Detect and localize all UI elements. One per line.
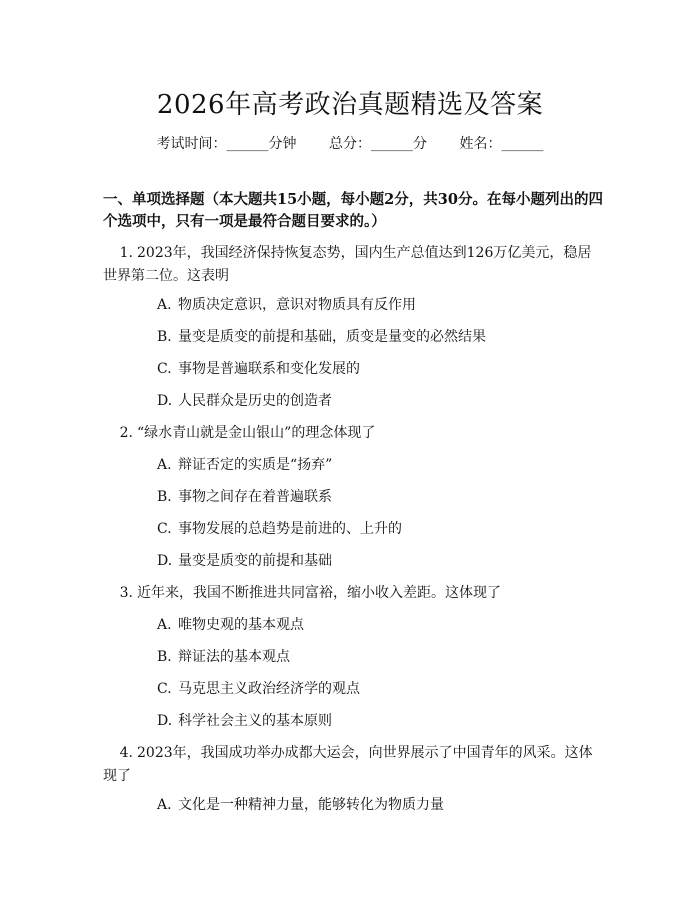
option-letter: D. [157,713,173,729]
option-letter: C. [157,521,172,537]
option-text: 马克思主义政治经济学的观点 [178,681,360,697]
option-letter: B. [157,649,172,665]
question-stem: “绿水青山就是金山银山”的理念体现了 [137,425,376,441]
question-3-option-d [157,710,332,732]
question-4 [103,742,595,788]
section-heading: 一、单项选择题（本大题共15小题，每小题2分，共30分。在每小题列出的四个选项中，只有一项是最符合题目要求的。） [103,191,603,230]
total-score: 总分：______分 [329,136,427,152]
question-1 [103,242,595,288]
option-text: 唯物史观的基本观点 [178,617,304,633]
question-2-option-c [157,518,402,540]
option-text: 事物是普遍联系和变化发展的 [178,361,360,377]
question-stem: 2023年，我国成功举办成都大运会，向世界展示了中国青年的风采。这体现了 [103,745,593,784]
option-letter: C. [157,681,172,697]
exam-time: 考试时间：______分钟 [156,136,297,152]
option-letter: D. [157,393,173,409]
option-text: 辩证否定的实质是“扬弃” [178,457,333,473]
question-1-option-d [157,390,332,412]
option-text: 人民群众是历史的创造者 [178,393,332,409]
option-letter: C. [157,361,172,377]
question-number: 2. [119,425,133,441]
question-1-option-a [157,294,416,316]
option-letter: D. [157,553,173,569]
page-title: 2026年高考政治真题精选及答案 [156,90,544,120]
option-letter: B. [157,489,172,505]
option-text: 事物发展的总趋势是前进的、上升的 [178,521,402,537]
option-text: 事物之间存在着普遍联系 [178,489,332,505]
option-text: 量变是质变的前提和基础 [178,553,332,569]
question-stem: 近年来，我国不断推进共同富裕，缩小收入差距。这体现了 [137,585,501,601]
option-letter: A. [157,617,172,633]
question-4-option-a [157,794,444,816]
question-3 [103,582,595,605]
option-text: 量变是质变的前提和基础，质变是量变的必然结果 [178,329,486,345]
option-text: 物质决定意识，意识对物质具有反作用 [178,297,416,313]
option-text: 科学社会主义的基本原则 [178,713,332,729]
option-letter: A. [157,457,172,473]
question-2-option-a [157,454,332,476]
student-name: 姓名：______ [459,136,544,152]
option-letter: A. [157,797,172,813]
question-2-option-b [157,486,332,508]
question-stem: 2023年，我国经济保持恢复态势，国内生产总值达到126万亿美元，稳居世界第二位。这表明 [103,245,592,284]
question-3-option-a [157,614,304,636]
question-1-option-c [157,358,360,380]
question-number: 4. [119,745,133,761]
option-text: 辩证法的基本观点 [178,649,290,665]
exam-meta [0,133,700,153]
question-2-option-d [157,550,332,572]
option-letter: B. [157,329,172,345]
question-3-option-c [157,678,360,700]
question-number: 1. [119,245,133,261]
question-number: 3. [119,585,133,601]
question-2 [103,422,595,445]
option-letter: A. [157,297,172,313]
question-1-option-b [157,326,486,348]
option-text: 文化是一种精神力量，能够转化为物质力量 [178,797,444,813]
question-3-option-b [157,646,290,668]
